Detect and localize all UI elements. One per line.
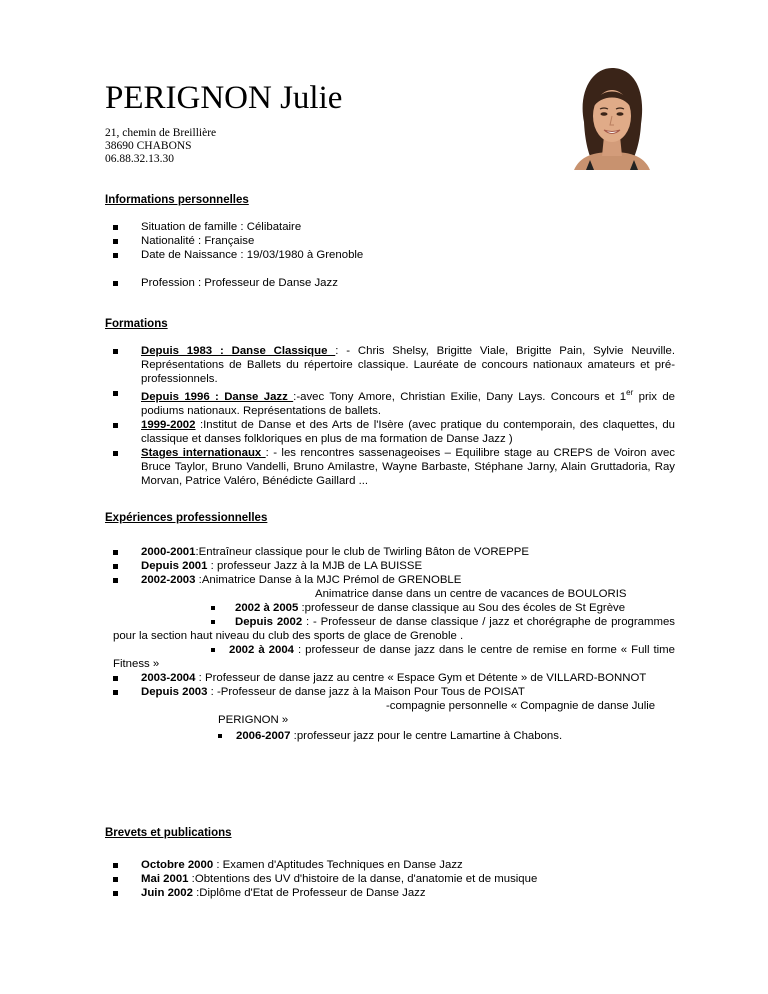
list-item: Date de Naissance : 19/03/1980 à Grenoble: [113, 248, 675, 262]
list-item: 2003-2004 : Professeur de danse jazz au centre « Espace Gym et Détente » de VILLARD-BONNOT: [113, 671, 675, 685]
bullet-icon: [211, 620, 215, 624]
brevets-list: [113, 858, 675, 900]
personal-info-list: [113, 220, 675, 290]
sub-item: 2002 à 2005 :professeur de danse classique au Sou des écoles de St Egrève: [113, 601, 675, 615]
experience-continuation: -compagnie personnelle « Compagnie de danse Julie: [386, 700, 656, 712]
list-item: Depuis 1996 : Danse Jazz :-avec Tony Amore, Christian Exilie, Dany Lays. Concours et 1er prix de podiums nationaux. Représentations de ballets.: [113, 386, 675, 418]
address-street: 21, chemin de Breillière: [105, 127, 217, 139]
list-item: [113, 262, 675, 270]
list-item: Mai 2001 :Obtentions des UV d'histoire de la danse, d'anatomie et de musique: [113, 872, 675, 886]
formations-list: [113, 344, 675, 488]
sub-item: Depuis 2002 : - Professeur de danse classique / jazz et chorégraphe de programmes pour la section haut niveau du club des sports de glace de Grenoble .: [113, 616, 675, 642]
contact-block: [105, 127, 216, 166]
experience-continuation: Animatrice danse dans un centre de vacances de BOULORIS: [315, 588, 627, 600]
candidate-name: PERIGNON Julie: [105, 80, 343, 116]
list-item: 2002-2003 :Animatrice Danse à la MJC Prémol de GRENOBLE Animatrice danse dans un centre de vacances de BOULORIS 2002 à 2005 :professeur de danse classique au Sou des écoles de St Egrève Depuis 2002 : - Professeur de danse classique / jazz et chorégraphe de programmes pour la section haut niveau du club des sports de glace de Grenoble . 2002 à 2004 : professeur de danse jazz dans le centre de remise en forme « Full time Fitness »: [113, 574, 675, 670]
section-title-formations: Formations: [105, 318, 168, 330]
list-item: Profession : Professeur de Danse Jazz: [113, 276, 675, 290]
list-item: Juin 2002 :Diplôme d'Etat de Professeur de Danse Jazz: [113, 886, 675, 900]
list-item: 1999-2002 :Institut de Danse et des Arts de l'Isère (avec pratique du contemporain, des claquettes, du classique et danses folkloriques en plus de ma formation de Danse Jazz ): [113, 418, 675, 446]
experience-list: [113, 545, 675, 743]
list-item: Nationalité : Française: [113, 234, 675, 248]
address-city: 38690 CHABONS: [105, 140, 192, 152]
section-title-experience: Expériences professionnelles: [105, 512, 268, 524]
experience-continuation: PERIGNON »: [218, 714, 289, 726]
list-item: Depuis 2003 : -Professeur de danse jazz à la Maison Pour Tous de POISAT -compagnie personnelle « Compagnie de danse Julie PERIGNON » 2006-2007 :professeur jazz pour le centre Lamartine à Chabons.: [113, 685, 675, 743]
list-item: 2000-2001:Entraîneur classique pour le club de Twirling Bâton de VOREPPE: [113, 545, 675, 559]
phone-number: 06.88.32.13.30: [105, 153, 174, 165]
list-item: Depuis 1983 : Danse Classique : - Chris Shelsy, Brigitte Viale, Brigitte Pain, Sylvie Neuville. Représentations de Ballets du répertoire classique. Lauréate de concours nationaux amateurs et pré-professionnels.: [113, 344, 675, 386]
list-item: Octobre 2000 : Examen d'Aptitudes Techniques en Danse Jazz: [113, 858, 675, 872]
bullet-icon: [211, 648, 215, 652]
portrait-photo: [564, 62, 660, 170]
list-item: Depuis 2001 : professeur Jazz à la MJB de LA BUISSE: [113, 559, 675, 573]
bullet-icon: [211, 606, 215, 610]
section-title-brevets: Brevets et publications: [105, 827, 232, 839]
section-title-personal: Informations personnelles: [105, 194, 249, 206]
sub-item: 2002 à 2004 : professeur de danse jazz dans le centre de remise en forme « Full time Fitness »: [113, 644, 675, 670]
list-item: Stages internationaux : - les rencontres sassenageoises – Equilibre stage au CREPS de Voiron avec Bruce Taylor, Bruno Vandelli, Bruno Amilastre, Wayne Barbaste, Stéphane Jarny, Alain Gruttadoria, Ray Morvan, Patrice Valéro, Bénédicte Gaillard ...: [113, 446, 675, 488]
sub-item: 2006-2007 :professeur jazz pour le centre Lamartine à Chabons.: [141, 729, 675, 743]
bullet-icon: [218, 734, 222, 738]
list-item: Situation de famille : Célibataire: [113, 220, 675, 234]
